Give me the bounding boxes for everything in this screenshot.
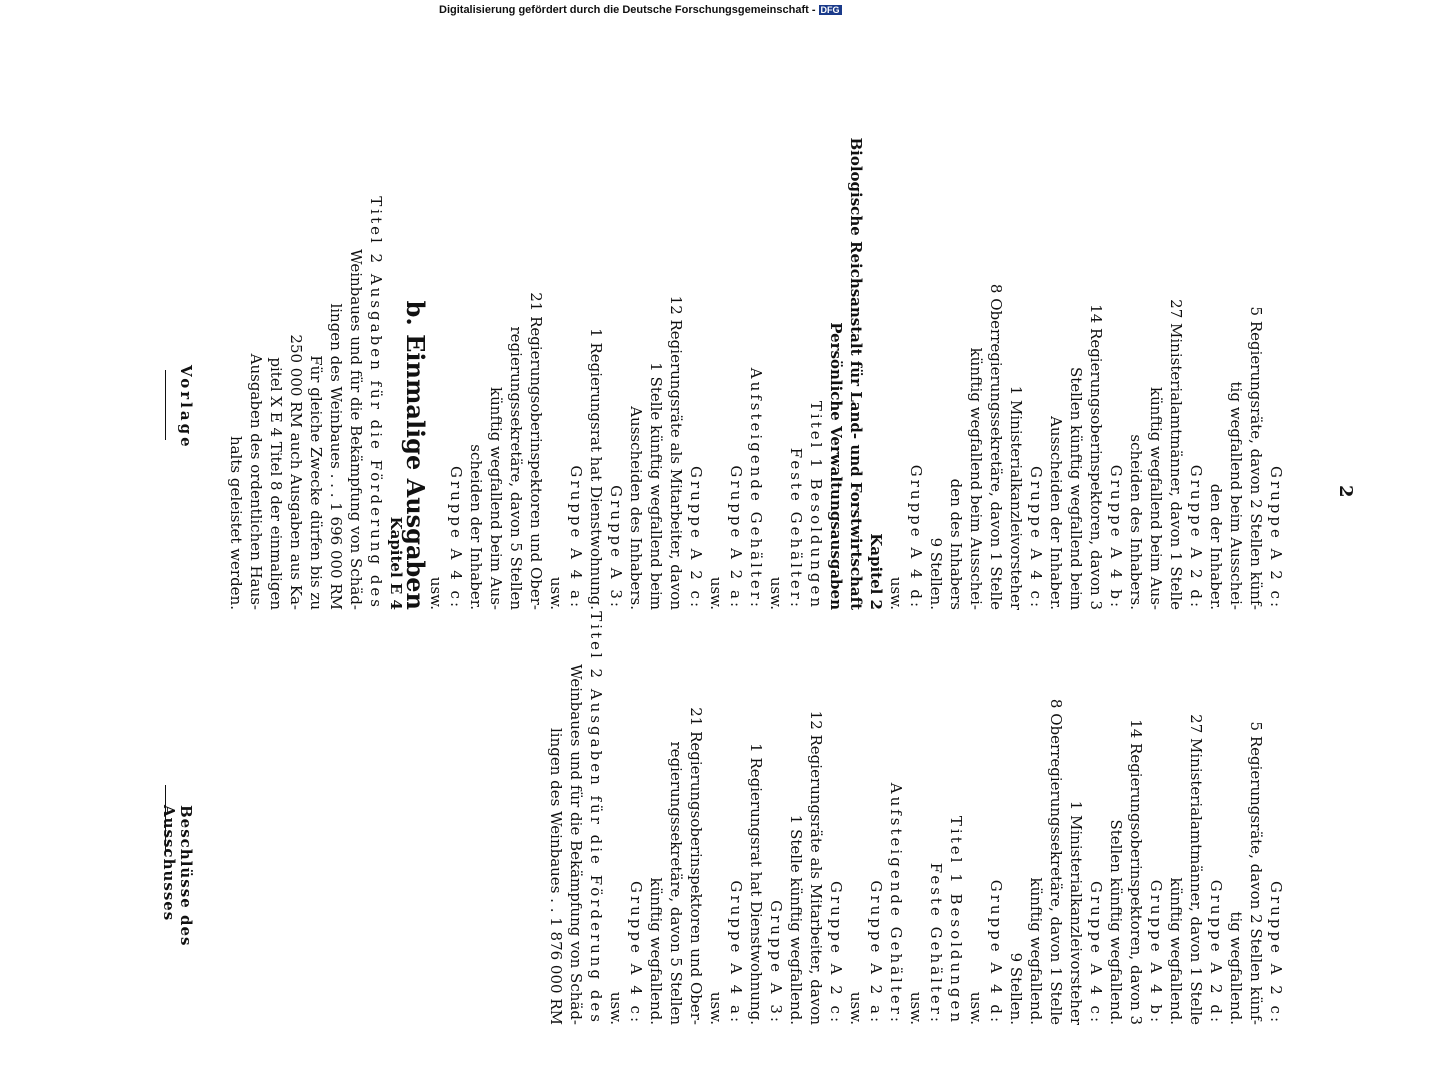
text-line: 14 Regierungsoberinspektoren, davon 3 <box>1087 304 1105 610</box>
text-line: künftig wegfallend. <box>1167 877 1185 1025</box>
text-line: usw. <box>547 576 565 610</box>
text-line: Feste Gehälter: <box>787 447 805 610</box>
text-line: Persönliche Verwaltungsausgaben <box>827 322 845 610</box>
text-line: Gruppe A 4 d: <box>987 879 1005 1025</box>
text-line: Feste Gehälter: <box>927 862 945 1025</box>
text-line: Gruppe A 4 c: <box>447 465 465 610</box>
text-line: b. Einmalige Ausgaben <box>401 300 430 610</box>
text-line: usw. <box>707 991 725 1025</box>
text-line: usw. <box>707 576 725 610</box>
text-line: 14 Regierungsoberinspektoren, davon 3 <box>1127 719 1145 1025</box>
text-line: Titel 1 Besoldungen <box>947 815 965 1025</box>
text-line: scheiden des Inhabers. <box>1127 434 1145 610</box>
text-line: künftig wegfallend beim Aus- <box>487 386 505 610</box>
text-line: usw. <box>847 991 865 1025</box>
text-line: Gruppe A 3: <box>607 485 625 610</box>
text-line: künftig wegfallend. <box>647 877 665 1025</box>
text-line: Gruppe A 4 c: <box>1027 465 1045 610</box>
text-line: Gruppe A 3: <box>767 900 785 1025</box>
text-line: lingen des Weinbaues . . . 1 696 000 RM <box>327 303 345 610</box>
text-line: Kapitel 2 <box>867 533 885 610</box>
text-line: Weinbaues und für die Bekämpfung von Schäd- <box>347 249 365 610</box>
text-line: künftig wegfallend beim Aus- <box>1147 386 1165 610</box>
text-line: Titel 2 Ausgaben für die Förderung des <box>367 196 385 610</box>
text-line: scheiden der Inhaber. <box>467 444 485 610</box>
text-line: 12 Regierungsräte als Mitarbeiter, davon <box>667 295 685 610</box>
text-line: Für gleiche Zwecke dürfen bis zu <box>307 355 325 610</box>
column-heading: Beschlüsse des Ausschusses <box>160 805 195 947</box>
text-line: 27 Ministerialamtmänner, davon 1 Stelle <box>1187 714 1205 1025</box>
text-line: Titel 2 Ausgaben für die Förderung des <box>587 611 605 1025</box>
text-line: usw. <box>967 991 985 1025</box>
text-line: Gruppe A 4 a: <box>727 880 745 1025</box>
text-line: 12 Regierungsräte als Mitarbeiter, davon <box>807 710 825 1025</box>
text-line: Weinbaues und für die Bekämpfung von Schäd- <box>567 664 585 1025</box>
text-line: 21 Regierungsoberinspektoren und Ober- <box>687 707 705 1025</box>
heading-rule <box>165 370 166 440</box>
text-line: künftig wegfallend beim Ausschei- <box>967 347 985 610</box>
text-line: den des Inhabers <box>947 478 965 610</box>
text-line: usw. <box>887 576 905 610</box>
heading-rule <box>165 785 166 855</box>
text-line: Gruppe A 4 d: <box>907 464 925 610</box>
text-line: Kapitel E 4 <box>387 516 405 610</box>
page-number: 2 <box>1335 485 1356 498</box>
text-line: 1 Regierungsrat hat Dienstwohnung. <box>587 328 605 610</box>
column-heading: Vorlage <box>177 365 195 450</box>
text-line: Gruppe A 2 c: <box>827 880 845 1025</box>
text-line: usw. <box>767 576 785 610</box>
text-line: Ausgaben des ordentlichen Haus- <box>247 353 265 610</box>
text-line: Gruppe A 2 d: <box>1187 464 1205 610</box>
text-line: Gruppe A 2 d: <box>1207 879 1225 1025</box>
text-line: usw. <box>607 991 625 1025</box>
text-line: Ausscheiden der Inhaber. <box>1047 416 1065 610</box>
text-line: regierungssekretäre, davon 5 Stellen <box>507 326 525 610</box>
text-line: 8 Oberregierungssekretäre, davon 1 Stelle <box>1047 698 1065 1025</box>
text-line: 5 Regierungsräte, davon 2 Stellen künf- <box>1247 721 1265 1025</box>
text-line: Gruppe A 4 a: <box>567 465 585 610</box>
text-line: 1 Regierungsrat hat Dienstwohnung. <box>747 743 765 1025</box>
text-line: lingen des Weinbaues . . 1 876 000 RM <box>547 727 565 1025</box>
text-line: künftig wegfallend. <box>1027 877 1045 1025</box>
text-line: 1 Stelle künftig wegfallend beim <box>647 362 665 610</box>
text-line: Gruppe A 2 c: <box>687 465 705 610</box>
text-line: Biologische Reichsanstalt für Land- und Forstwirtschaft <box>847 137 865 610</box>
text-line: tig wegfallend. <box>1227 911 1245 1025</box>
dfg-credit <box>439 4 842 16</box>
dfg-logo: DFG <box>820 5 840 15</box>
text-line: regierungssekretäre, davon 5 Stellen <box>667 741 685 1025</box>
text-line: Gruppe A 2 a: <box>727 465 745 610</box>
text-line: 5 Regierungsräte, davon 2 Stellen künf- <box>1247 306 1265 610</box>
text-line: pitel X E 4 Titel 8 der einmaligen <box>267 357 285 610</box>
text-line: Aufsteigende Gehälter: <box>887 782 905 1025</box>
text-line: 1 Ministerialkanzleivorsteher <box>1067 800 1085 1025</box>
text-line: tig wegfallend beim Ausschei- <box>1227 381 1245 610</box>
text-line: Gruppe A 4 c: <box>627 880 645 1025</box>
text-line: Gruppe A 2 c: <box>1267 465 1285 610</box>
text-line: Gruppe A 4 c: <box>1087 880 1105 1025</box>
text-line: 27 Ministerialamtmänner, davon 1 Stelle <box>1167 299 1185 610</box>
text-line: Titel 1 Besoldungen <box>807 400 825 610</box>
text-line: Gruppe A 4 b: <box>1107 464 1125 610</box>
text-line: 1 Stelle künftig wegfallend. <box>787 814 805 1025</box>
text-line: Gruppe A 4 b: <box>1147 879 1165 1025</box>
text-line: 9 Stellen. <box>927 537 945 610</box>
text-line: 250 000 RM auch Ausgaben aus Ka- <box>287 334 305 610</box>
text-line: Stellen künftig wegfallend beim <box>1067 366 1085 610</box>
text-line: 8 Oberregierungssekretäre, davon 1 Stelle <box>987 283 1005 610</box>
column-beschluesse <box>0 545 1434 1065</box>
text-line: den der Inhaber. <box>1207 483 1225 610</box>
text-line: usw. <box>907 991 925 1025</box>
text-line: Gruppe A 2 c: <box>1267 880 1285 1025</box>
text-line: Gruppe A 2 a: <box>867 880 885 1025</box>
text-line: halts geleistet werden. <box>227 435 245 610</box>
credit-text: Digitalisierung gefördert durch die Deutsche Forschungsgemeinschaft - <box>439 4 816 16</box>
text-line: Stellen künftig wegfallend. <box>1107 819 1125 1025</box>
text-line: Aufsteigende Gehälter: <box>747 367 765 610</box>
text-line: 21 Regierungsoberinspektoren und Ober- <box>527 292 545 610</box>
text-line: Ausscheiden des Inhabers. <box>627 406 645 610</box>
text-line: 9 Stellen. <box>1007 952 1025 1025</box>
text-line: 1 Ministerialkanzleivorsteher <box>1007 385 1025 610</box>
text-line: usw. <box>427 576 445 610</box>
